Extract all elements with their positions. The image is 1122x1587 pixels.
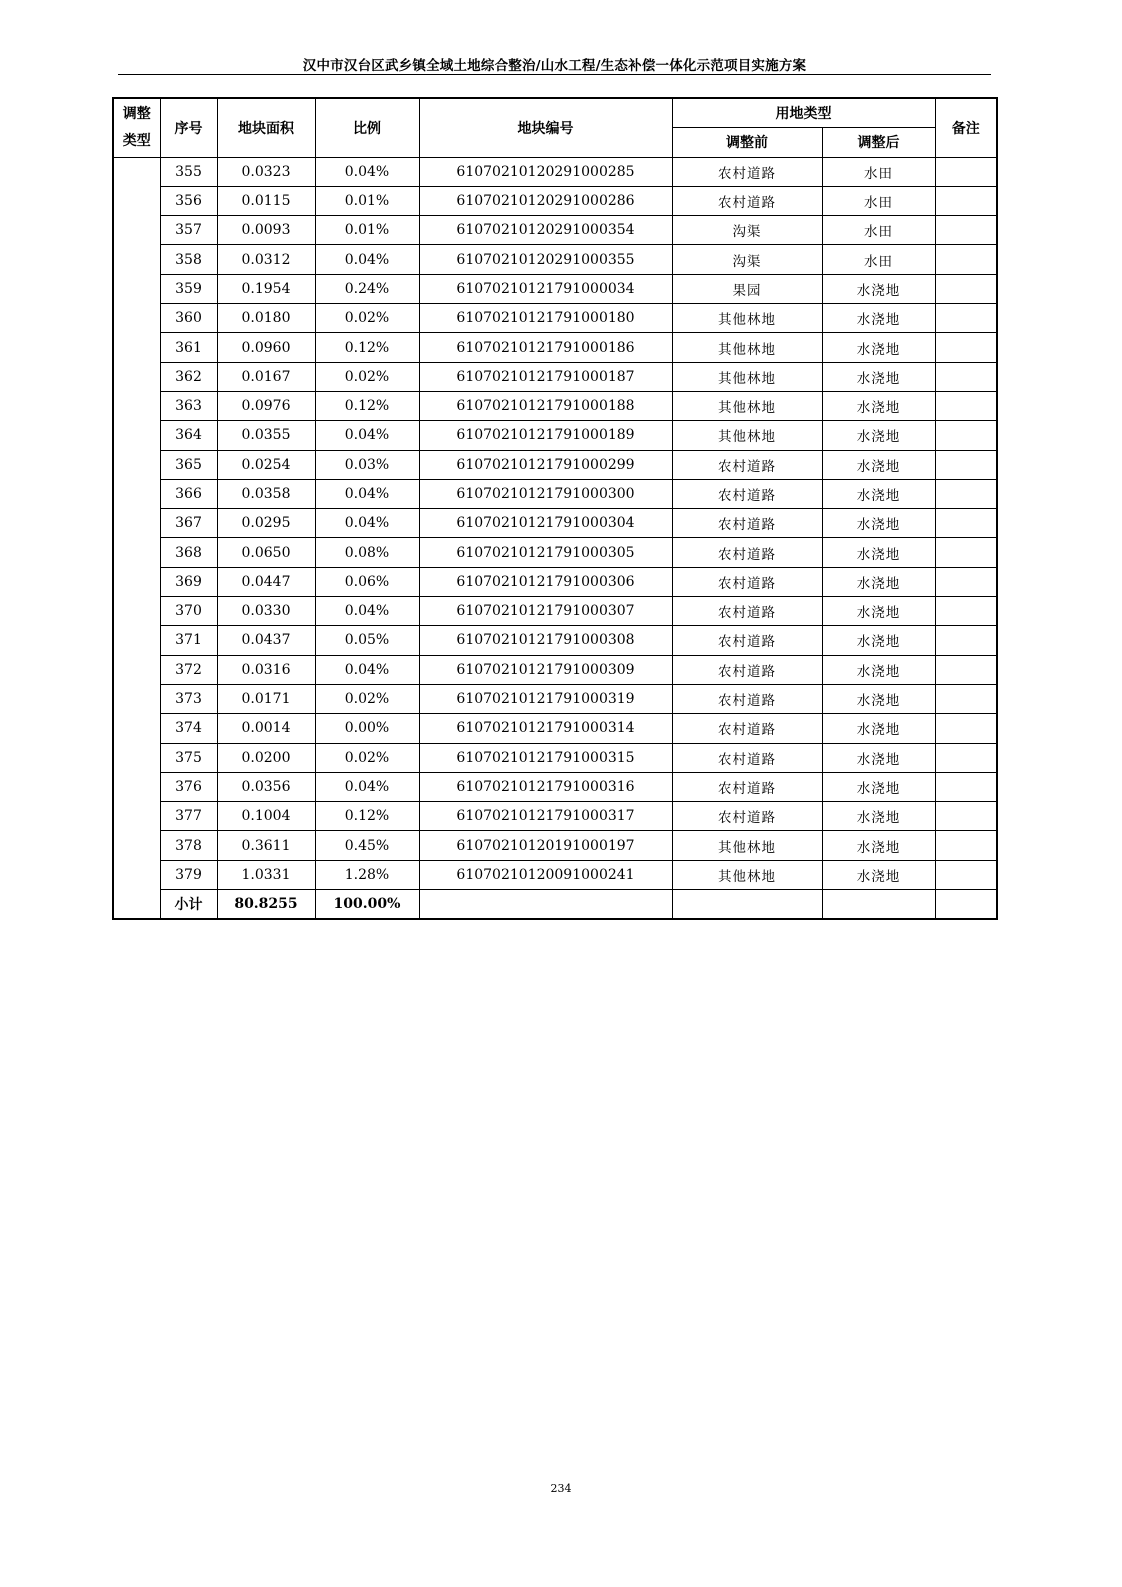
cell-area: 0.0447 xyxy=(217,567,315,596)
cell-area: 0.1954 xyxy=(217,274,315,303)
cell-seq: 378 xyxy=(160,831,217,860)
cell-area: 0.0167 xyxy=(217,362,315,391)
cell-before: 农村道路 xyxy=(672,597,822,626)
header-area: 地块面积 xyxy=(217,98,315,157)
cell-remark xyxy=(935,274,997,303)
cell-ratio: 0.01% xyxy=(315,216,419,245)
cell-remark xyxy=(935,684,997,713)
subtotal-before xyxy=(672,890,822,920)
cell-after: 水浇地 xyxy=(822,655,935,684)
cell-parcel-code: 61070210121791000186 xyxy=(419,333,672,362)
cell-before: 农村道路 xyxy=(672,714,822,743)
header-seq: 序号 xyxy=(160,98,217,157)
subtotal-parcel-code xyxy=(419,890,672,920)
cell-ratio: 0.04% xyxy=(315,772,419,801)
table-row xyxy=(113,186,997,215)
cell-parcel-code: 61070210120091000241 xyxy=(419,860,672,889)
cell-seq: 367 xyxy=(160,509,217,538)
cell-seq: 371 xyxy=(160,626,217,655)
cell-ratio: 0.45% xyxy=(315,831,419,860)
cell-ratio: 0.06% xyxy=(315,567,419,596)
cell-after: 水浇地 xyxy=(822,479,935,508)
cell-area: 0.0312 xyxy=(217,245,315,274)
cell-parcel-code: 61070210121791000304 xyxy=(419,509,672,538)
header-remark: 备注 xyxy=(935,98,997,157)
cell-before: 沟渠 xyxy=(672,245,822,274)
cell-seq: 365 xyxy=(160,450,217,479)
adjust-type-cell xyxy=(113,157,160,919)
table-row xyxy=(113,538,997,567)
table-row xyxy=(113,391,997,420)
cell-remark xyxy=(935,304,997,333)
header-adjust-type xyxy=(113,98,160,157)
cell-area: 0.0295 xyxy=(217,509,315,538)
cell-remark xyxy=(935,509,997,538)
cell-ratio: 0.12% xyxy=(315,333,419,362)
table-row xyxy=(113,655,997,684)
cell-after: 水浇地 xyxy=(822,597,935,626)
cell-ratio: 0.02% xyxy=(315,304,419,333)
cell-after: 水田 xyxy=(822,157,935,186)
table-row xyxy=(113,743,997,772)
cell-remark xyxy=(935,479,997,508)
cell-parcel-code: 61070210121791000315 xyxy=(419,743,672,772)
cell-seq: 355 xyxy=(160,157,217,186)
cell-before: 其他林地 xyxy=(672,860,822,889)
cell-after: 水浇地 xyxy=(822,304,935,333)
cell-after: 水浇地 xyxy=(822,391,935,420)
table-row xyxy=(113,274,997,303)
cell-after: 水浇地 xyxy=(822,509,935,538)
table-header-row xyxy=(113,98,997,128)
cell-remark xyxy=(935,216,997,245)
cell-parcel-code: 61070210121791000306 xyxy=(419,567,672,596)
cell-area: 0.0171 xyxy=(217,684,315,713)
table-body xyxy=(113,157,997,919)
cell-ratio: 0.02% xyxy=(315,362,419,391)
cell-seq: 376 xyxy=(160,772,217,801)
header-parcel-code: 地块编号 xyxy=(419,98,672,157)
cell-parcel-code: 61070210120291000354 xyxy=(419,216,672,245)
cell-before: 其他林地 xyxy=(672,831,822,860)
cell-area: 0.0358 xyxy=(217,479,315,508)
land-adjustment-table xyxy=(112,97,998,920)
cell-remark xyxy=(935,714,997,743)
cell-before: 农村道路 xyxy=(672,479,822,508)
cell-seq: 361 xyxy=(160,333,217,362)
cell-ratio: 0.04% xyxy=(315,479,419,508)
cell-ratio: 0.05% xyxy=(315,626,419,655)
cell-parcel-code: 61070210121791000189 xyxy=(419,421,672,450)
table-row xyxy=(113,772,997,801)
cell-parcel-code: 61070210121791000319 xyxy=(419,684,672,713)
cell-before: 农村道路 xyxy=(672,450,822,479)
cell-seq: 363 xyxy=(160,391,217,420)
cell-after: 水浇地 xyxy=(822,421,935,450)
cell-seq: 358 xyxy=(160,245,217,274)
cell-after: 水浇地 xyxy=(822,538,935,567)
cell-remark xyxy=(935,421,997,450)
cell-before: 其他林地 xyxy=(672,421,822,450)
table-row xyxy=(113,684,997,713)
cell-before: 农村道路 xyxy=(672,743,822,772)
page-number: 234 xyxy=(550,1482,572,1495)
header-adjust-type-line1: 调整 xyxy=(122,105,151,122)
cell-remark xyxy=(935,743,997,772)
cell-remark xyxy=(935,597,997,626)
cell-after: 水田 xyxy=(822,245,935,274)
cell-before: 农村道路 xyxy=(672,802,822,831)
cell-before: 农村道路 xyxy=(672,626,822,655)
cell-area: 0.0200 xyxy=(217,743,315,772)
cell-before: 农村道路 xyxy=(672,684,822,713)
cell-parcel-code: 61070210121791000187 xyxy=(419,362,672,391)
cell-area: 0.0014 xyxy=(217,714,315,743)
cell-area: 0.0180 xyxy=(217,304,315,333)
table-row xyxy=(113,362,997,391)
cell-after: 水浇地 xyxy=(822,772,935,801)
cell-parcel-code: 61070210120291000285 xyxy=(419,157,672,186)
cell-ratio: 0.04% xyxy=(315,509,419,538)
cell-parcel-code: 61070210120291000286 xyxy=(419,186,672,215)
header-after: 调整后 xyxy=(822,128,935,157)
cell-before: 农村道路 xyxy=(672,186,822,215)
cell-area: 0.0254 xyxy=(217,450,315,479)
header-before: 调整前 xyxy=(672,128,822,157)
table-row xyxy=(113,509,997,538)
table-row xyxy=(113,421,997,450)
cell-seq: 360 xyxy=(160,304,217,333)
header-adjust-type-line2: 类型 xyxy=(122,132,151,149)
subtotal-remark xyxy=(935,890,997,920)
cell-parcel-code: 61070210121791000308 xyxy=(419,626,672,655)
cell-area: 0.1004 xyxy=(217,802,315,831)
cell-ratio: 0.03% xyxy=(315,450,419,479)
table-row xyxy=(113,860,997,889)
subtotal-ratio: 100.00% xyxy=(315,890,419,920)
cell-ratio: 0.01% xyxy=(315,186,419,215)
cell-remark xyxy=(935,157,997,186)
cell-seq: 357 xyxy=(160,216,217,245)
cell-remark xyxy=(935,772,997,801)
cell-after: 水浇地 xyxy=(822,362,935,391)
cell-seq: 374 xyxy=(160,714,217,743)
cell-after: 水浇地 xyxy=(822,274,935,303)
cell-parcel-code: 61070210120291000355 xyxy=(419,245,672,274)
cell-area: 0.0330 xyxy=(217,597,315,626)
cell-seq: 368 xyxy=(160,538,217,567)
cell-before: 其他林地 xyxy=(672,391,822,420)
cell-ratio: 0.04% xyxy=(315,421,419,450)
cell-remark xyxy=(935,391,997,420)
subtotal-after xyxy=(822,890,935,920)
cell-ratio: 1.28% xyxy=(315,860,419,889)
cell-remark xyxy=(935,333,997,362)
cell-area: 0.0437 xyxy=(217,626,315,655)
cell-area: 0.0356 xyxy=(217,772,315,801)
table-row xyxy=(113,802,997,831)
cell-after: 水浇地 xyxy=(822,714,935,743)
cell-seq: 377 xyxy=(160,802,217,831)
cell-area: 0.0316 xyxy=(217,655,315,684)
cell-after: 水浇地 xyxy=(822,626,935,655)
table-row xyxy=(113,714,997,743)
cell-before: 农村道路 xyxy=(672,509,822,538)
cell-parcel-code: 61070210121791000309 xyxy=(419,655,672,684)
cell-after: 水浇地 xyxy=(822,333,935,362)
cell-area: 0.0115 xyxy=(217,186,315,215)
cell-ratio: 0.04% xyxy=(315,655,419,684)
cell-parcel-code: 61070210121791000300 xyxy=(419,479,672,508)
cell-seq: 359 xyxy=(160,274,217,303)
cell-remark xyxy=(935,567,997,596)
cell-after: 水浇地 xyxy=(822,450,935,479)
cell-area: 0.0650 xyxy=(217,538,315,567)
cell-ratio: 0.02% xyxy=(315,743,419,772)
header-ratio: 比例 xyxy=(315,98,419,157)
cell-remark xyxy=(935,245,997,274)
cell-after: 水浇地 xyxy=(822,802,935,831)
cell-ratio: 0.12% xyxy=(315,802,419,831)
subtotal-row xyxy=(113,890,997,920)
cell-parcel-code: 61070210121791000180 xyxy=(419,304,672,333)
cell-parcel-code: 61070210121791000034 xyxy=(419,274,672,303)
cell-before: 其他林地 xyxy=(672,362,822,391)
cell-ratio: 0.02% xyxy=(315,684,419,713)
header-land-use: 用地类型 xyxy=(672,98,935,128)
table-row xyxy=(113,157,997,186)
cell-ratio: 0.08% xyxy=(315,538,419,567)
cell-parcel-code: 61070210121791000188 xyxy=(419,391,672,420)
cell-remark xyxy=(935,860,997,889)
cell-after: 水浇地 xyxy=(822,831,935,860)
table-row xyxy=(113,479,997,508)
cell-remark xyxy=(935,538,997,567)
cell-area: 1.0331 xyxy=(217,860,315,889)
cell-before: 农村道路 xyxy=(672,157,822,186)
cell-seq: 375 xyxy=(160,743,217,772)
cell-after: 水田 xyxy=(822,186,935,215)
cell-remark xyxy=(935,626,997,655)
cell-area: 0.0976 xyxy=(217,391,315,420)
cell-before: 农村道路 xyxy=(672,655,822,684)
cell-after: 水浇地 xyxy=(822,684,935,713)
cell-parcel-code: 61070210121791000317 xyxy=(419,802,672,831)
cell-before: 沟渠 xyxy=(672,216,822,245)
table-row xyxy=(113,626,997,655)
cell-area: 0.0960 xyxy=(217,333,315,362)
cell-seq: 366 xyxy=(160,479,217,508)
cell-remark xyxy=(935,186,997,215)
table-row xyxy=(113,597,997,626)
cell-ratio: 0.24% xyxy=(315,274,419,303)
cell-remark xyxy=(935,802,997,831)
cell-parcel-code: 61070210120191000197 xyxy=(419,831,672,860)
cell-before: 其他林地 xyxy=(672,333,822,362)
cell-seq: 372 xyxy=(160,655,217,684)
cell-ratio: 0.04% xyxy=(315,157,419,186)
table-row xyxy=(113,450,997,479)
cell-remark xyxy=(935,655,997,684)
cell-before: 果园 xyxy=(672,274,822,303)
cell-area: 0.3611 xyxy=(217,831,315,860)
cell-parcel-code: 61070210121791000305 xyxy=(419,538,672,567)
cell-seq: 356 xyxy=(160,186,217,215)
subtotal-label: 小计 xyxy=(160,890,217,920)
cell-parcel-code: 61070210121791000299 xyxy=(419,450,672,479)
header-divider xyxy=(118,74,991,75)
cell-after: 水浇地 xyxy=(822,860,935,889)
table-row xyxy=(113,245,997,274)
cell-remark xyxy=(935,362,997,391)
cell-ratio: 0.12% xyxy=(315,391,419,420)
table-row xyxy=(113,831,997,860)
cell-seq: 379 xyxy=(160,860,217,889)
cell-ratio: 0.04% xyxy=(315,597,419,626)
cell-seq: 370 xyxy=(160,597,217,626)
cell-seq: 362 xyxy=(160,362,217,391)
table-row xyxy=(113,333,997,362)
cell-seq: 364 xyxy=(160,421,217,450)
cell-after: 水浇地 xyxy=(822,567,935,596)
page-header-title: 汉中市汉台区武乡镇全域土地综合整治/山水工程/生态补偿一体化示范项目实施方案 xyxy=(302,58,807,74)
subtotal-area: 80.8255 xyxy=(217,890,315,920)
cell-area: 0.0355 xyxy=(217,421,315,450)
cell-before: 农村道路 xyxy=(672,772,822,801)
table-row xyxy=(113,567,997,596)
table-row xyxy=(113,304,997,333)
table-row xyxy=(113,216,997,245)
cell-before: 农村道路 xyxy=(672,567,822,596)
cell-after: 水浇地 xyxy=(822,743,935,772)
cell-seq: 369 xyxy=(160,567,217,596)
cell-after: 水田 xyxy=(822,216,935,245)
cell-parcel-code: 61070210121791000314 xyxy=(419,714,672,743)
cell-before: 其他林地 xyxy=(672,304,822,333)
cell-parcel-code: 61070210121791000316 xyxy=(419,772,672,801)
cell-remark xyxy=(935,831,997,860)
cell-before: 农村道路 xyxy=(672,538,822,567)
cell-area: 0.0323 xyxy=(217,157,315,186)
cell-seq: 373 xyxy=(160,684,217,713)
cell-area: 0.0093 xyxy=(217,216,315,245)
cell-ratio: 0.00% xyxy=(315,714,419,743)
cell-ratio: 0.04% xyxy=(315,245,419,274)
cell-parcel-code: 61070210121791000307 xyxy=(419,597,672,626)
cell-remark xyxy=(935,450,997,479)
